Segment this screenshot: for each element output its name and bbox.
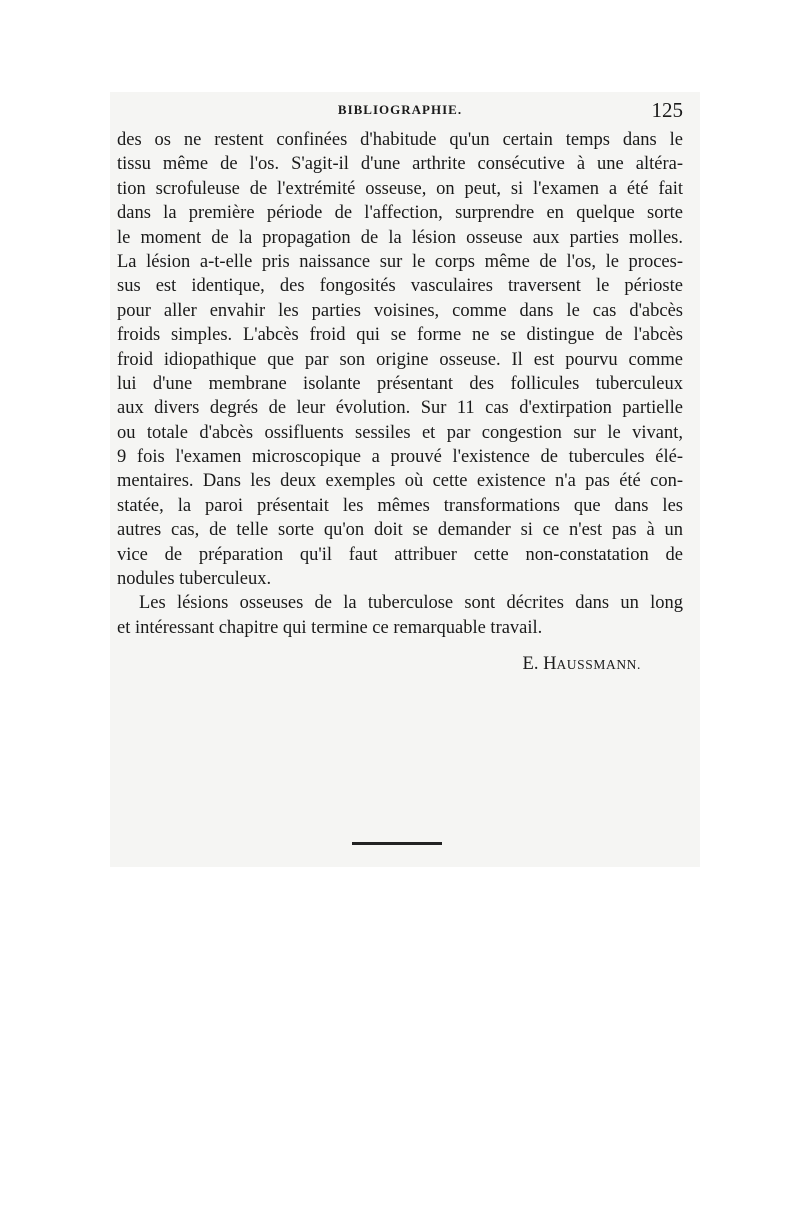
text-line: dans la première période de l'affection, surprendre en quelque sorte — [117, 203, 683, 224]
text-line: et intéressant chapitre qui termine ce remarquable travail. — [117, 617, 543, 638]
text-line: statée, la paroi présentait les mêmes transformations que dans les — [117, 495, 683, 516]
text-line: 9 fois l'examen microscopique a prouvé l'existence de tubercules élé- — [117, 447, 683, 468]
text-line: nodules tuberculeux. — [117, 569, 272, 590]
signature-surname: AUSSMANN. — [556, 657, 641, 672]
text-line: tissu même de l'os. S'agit-il d'une arthrite consécutive à une altéra- — [117, 154, 683, 175]
running-title: BIBLIOGRAPHIE. — [337, 102, 463, 117]
signature-initial: E. H — [522, 654, 557, 674]
text-line: La lésion a-t-elle pris naissance sur le corps même de l'os, le proces- — [117, 251, 683, 272]
text-line: froids simples. L'abcès froid qui se forme ne se distingue de l'abcès — [117, 325, 683, 346]
text-line: pour aller envahir les parties voisines, comme dans le cas d'abcès — [117, 300, 683, 321]
running-head — [117, 100, 683, 126]
text-line: des os ne restent confinées d'habitude qu'un certain temps dans le — [117, 130, 683, 150]
text-line: Les lésions osseuses de la tuberculose sont décrites dans un long — [139, 593, 683, 614]
end-rule — [352, 842, 442, 845]
signature — [117, 654, 641, 675]
text-line: lui d'une membrane isolante présentant des follicules tuberculeux — [117, 373, 683, 394]
text-line: aux divers degrés de leur évolution. Sur 11 cas d'extirpation partielle — [117, 398, 683, 419]
page-number: 125 — [651, 98, 683, 122]
text-line: sus est identique, des fongosités vasculaires traversent le périoste — [117, 276, 683, 297]
paragraph-2 — [117, 591, 683, 640]
text-line: froid idiopathique que par son origine osseuse. Il est pourvu comme — [117, 349, 683, 370]
paragraph-1 — [117, 128, 683, 591]
text-line: le moment de la propagation de la lésion osseuse aux parties molles. — [117, 227, 683, 248]
text-line: vice de préparation qu'il faut attribuer cette non-constatation de — [117, 544, 683, 565]
body-text — [117, 128, 683, 640]
text-line: tion scrofuleuse de l'extrémité osseuse, on peut, si l'examen a été fait — [117, 178, 683, 199]
text-line: autres cas, de telle sorte qu'on doit se demander si ce n'est pas à un — [117, 520, 683, 541]
text-line: ou totale d'abcès ossifluents sessiles et par congestion sur le vivant, — [117, 422, 683, 443]
text-line: mentaires. Dans les deux exemples où cette existence n'a pas été con- — [117, 471, 683, 492]
